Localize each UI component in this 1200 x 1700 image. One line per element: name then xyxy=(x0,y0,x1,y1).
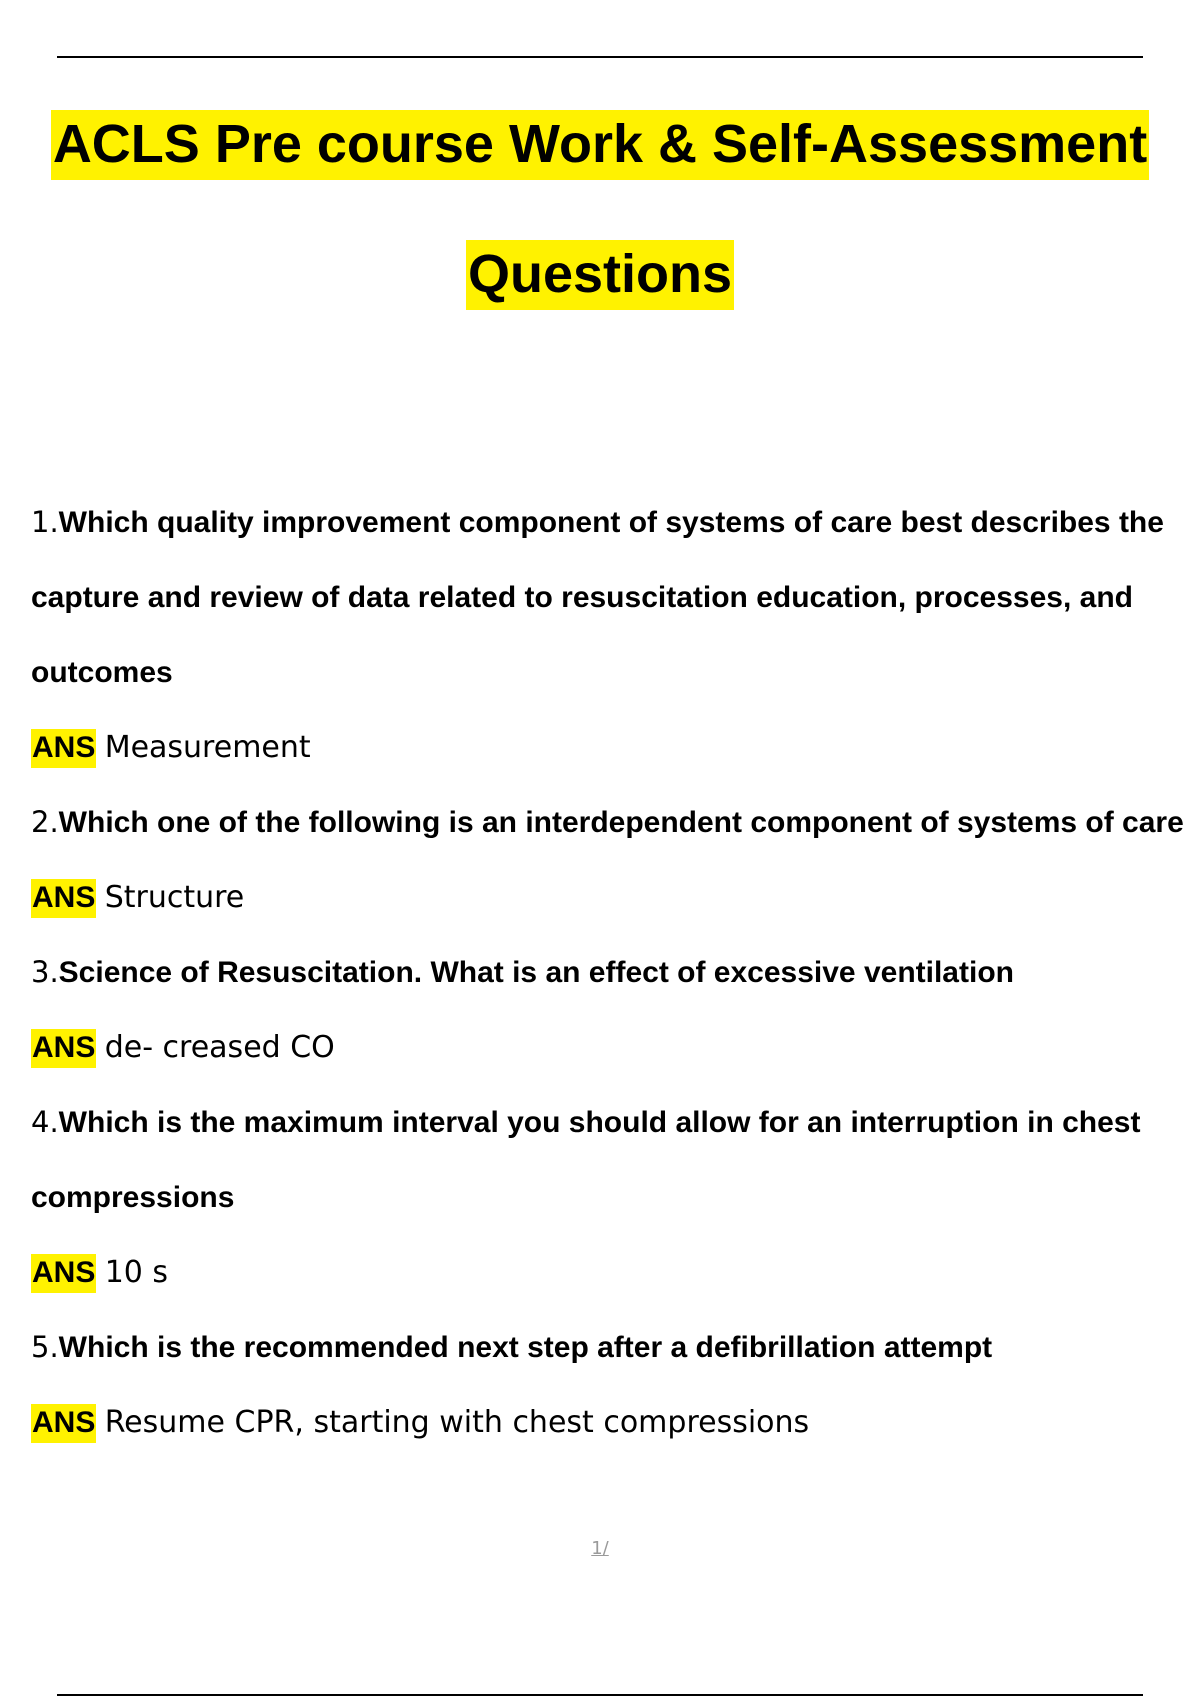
question-1 xyxy=(31,485,1191,710)
question-text: Which quality improvement component of systems of care best describes the capture and review of data related to resuscitation education, processes, and outcomes xyxy=(31,506,1164,689)
answer-text: Measurement xyxy=(104,730,311,765)
document-title-line-2 xyxy=(0,244,1200,304)
question-number: 1. xyxy=(31,505,59,539)
qa-item-3 xyxy=(31,935,1191,1085)
answer-text: Structure xyxy=(104,880,245,915)
answer-label: ANS xyxy=(31,879,96,918)
question-number: 4. xyxy=(31,1105,59,1139)
title-highlight-2: Questions xyxy=(466,240,734,310)
answer-3 xyxy=(31,1010,1191,1085)
qa-item-5 xyxy=(31,1310,1191,1460)
question-text: Which is the recommended next step after a defibrillation attempt xyxy=(58,1331,993,1364)
question-2 xyxy=(31,785,1191,860)
answer-label: ANS xyxy=(31,729,96,768)
page-number: 1/ xyxy=(591,1538,609,1559)
answer-text: 10 s xyxy=(104,1255,169,1290)
top-rule xyxy=(57,56,1143,58)
answer-4 xyxy=(31,1235,1191,1310)
question-3 xyxy=(31,935,1191,1010)
question-number: 5. xyxy=(31,1330,59,1364)
document-title-line-1 xyxy=(0,114,1200,174)
answer-5 xyxy=(31,1385,1191,1460)
answer-text: de- creased CO xyxy=(104,1030,335,1065)
answer-label: ANS xyxy=(31,1029,96,1068)
bottom-rule xyxy=(57,1694,1143,1696)
question-5 xyxy=(31,1310,1191,1385)
answer-label: ANS xyxy=(31,1254,96,1293)
question-number: 2. xyxy=(31,805,59,839)
question-number: 3. xyxy=(31,955,59,989)
question-text: Science of Resuscitation. What is an effect of excessive ventilation xyxy=(58,956,1014,989)
question-4 xyxy=(31,1085,1191,1235)
qa-item-2 xyxy=(31,785,1191,935)
answer-text: Resume CPR, starting with chest compressions xyxy=(104,1405,810,1440)
answer-2 xyxy=(31,860,1191,935)
qa-item-4 xyxy=(31,1085,1191,1310)
answer-1 xyxy=(31,710,1191,785)
answer-label: ANS xyxy=(31,1404,96,1443)
question-text: Which is the maximum interval you should allow for an interruption in chest compressions xyxy=(31,1106,1141,1214)
qa-item-1 xyxy=(31,485,1191,785)
question-text: Which one of the following is an interdependent component of systems of care xyxy=(58,806,1184,839)
title-highlight-1: ACLS Pre course Work & Self-Assessment xyxy=(51,110,1149,180)
question-list xyxy=(31,485,1191,1460)
